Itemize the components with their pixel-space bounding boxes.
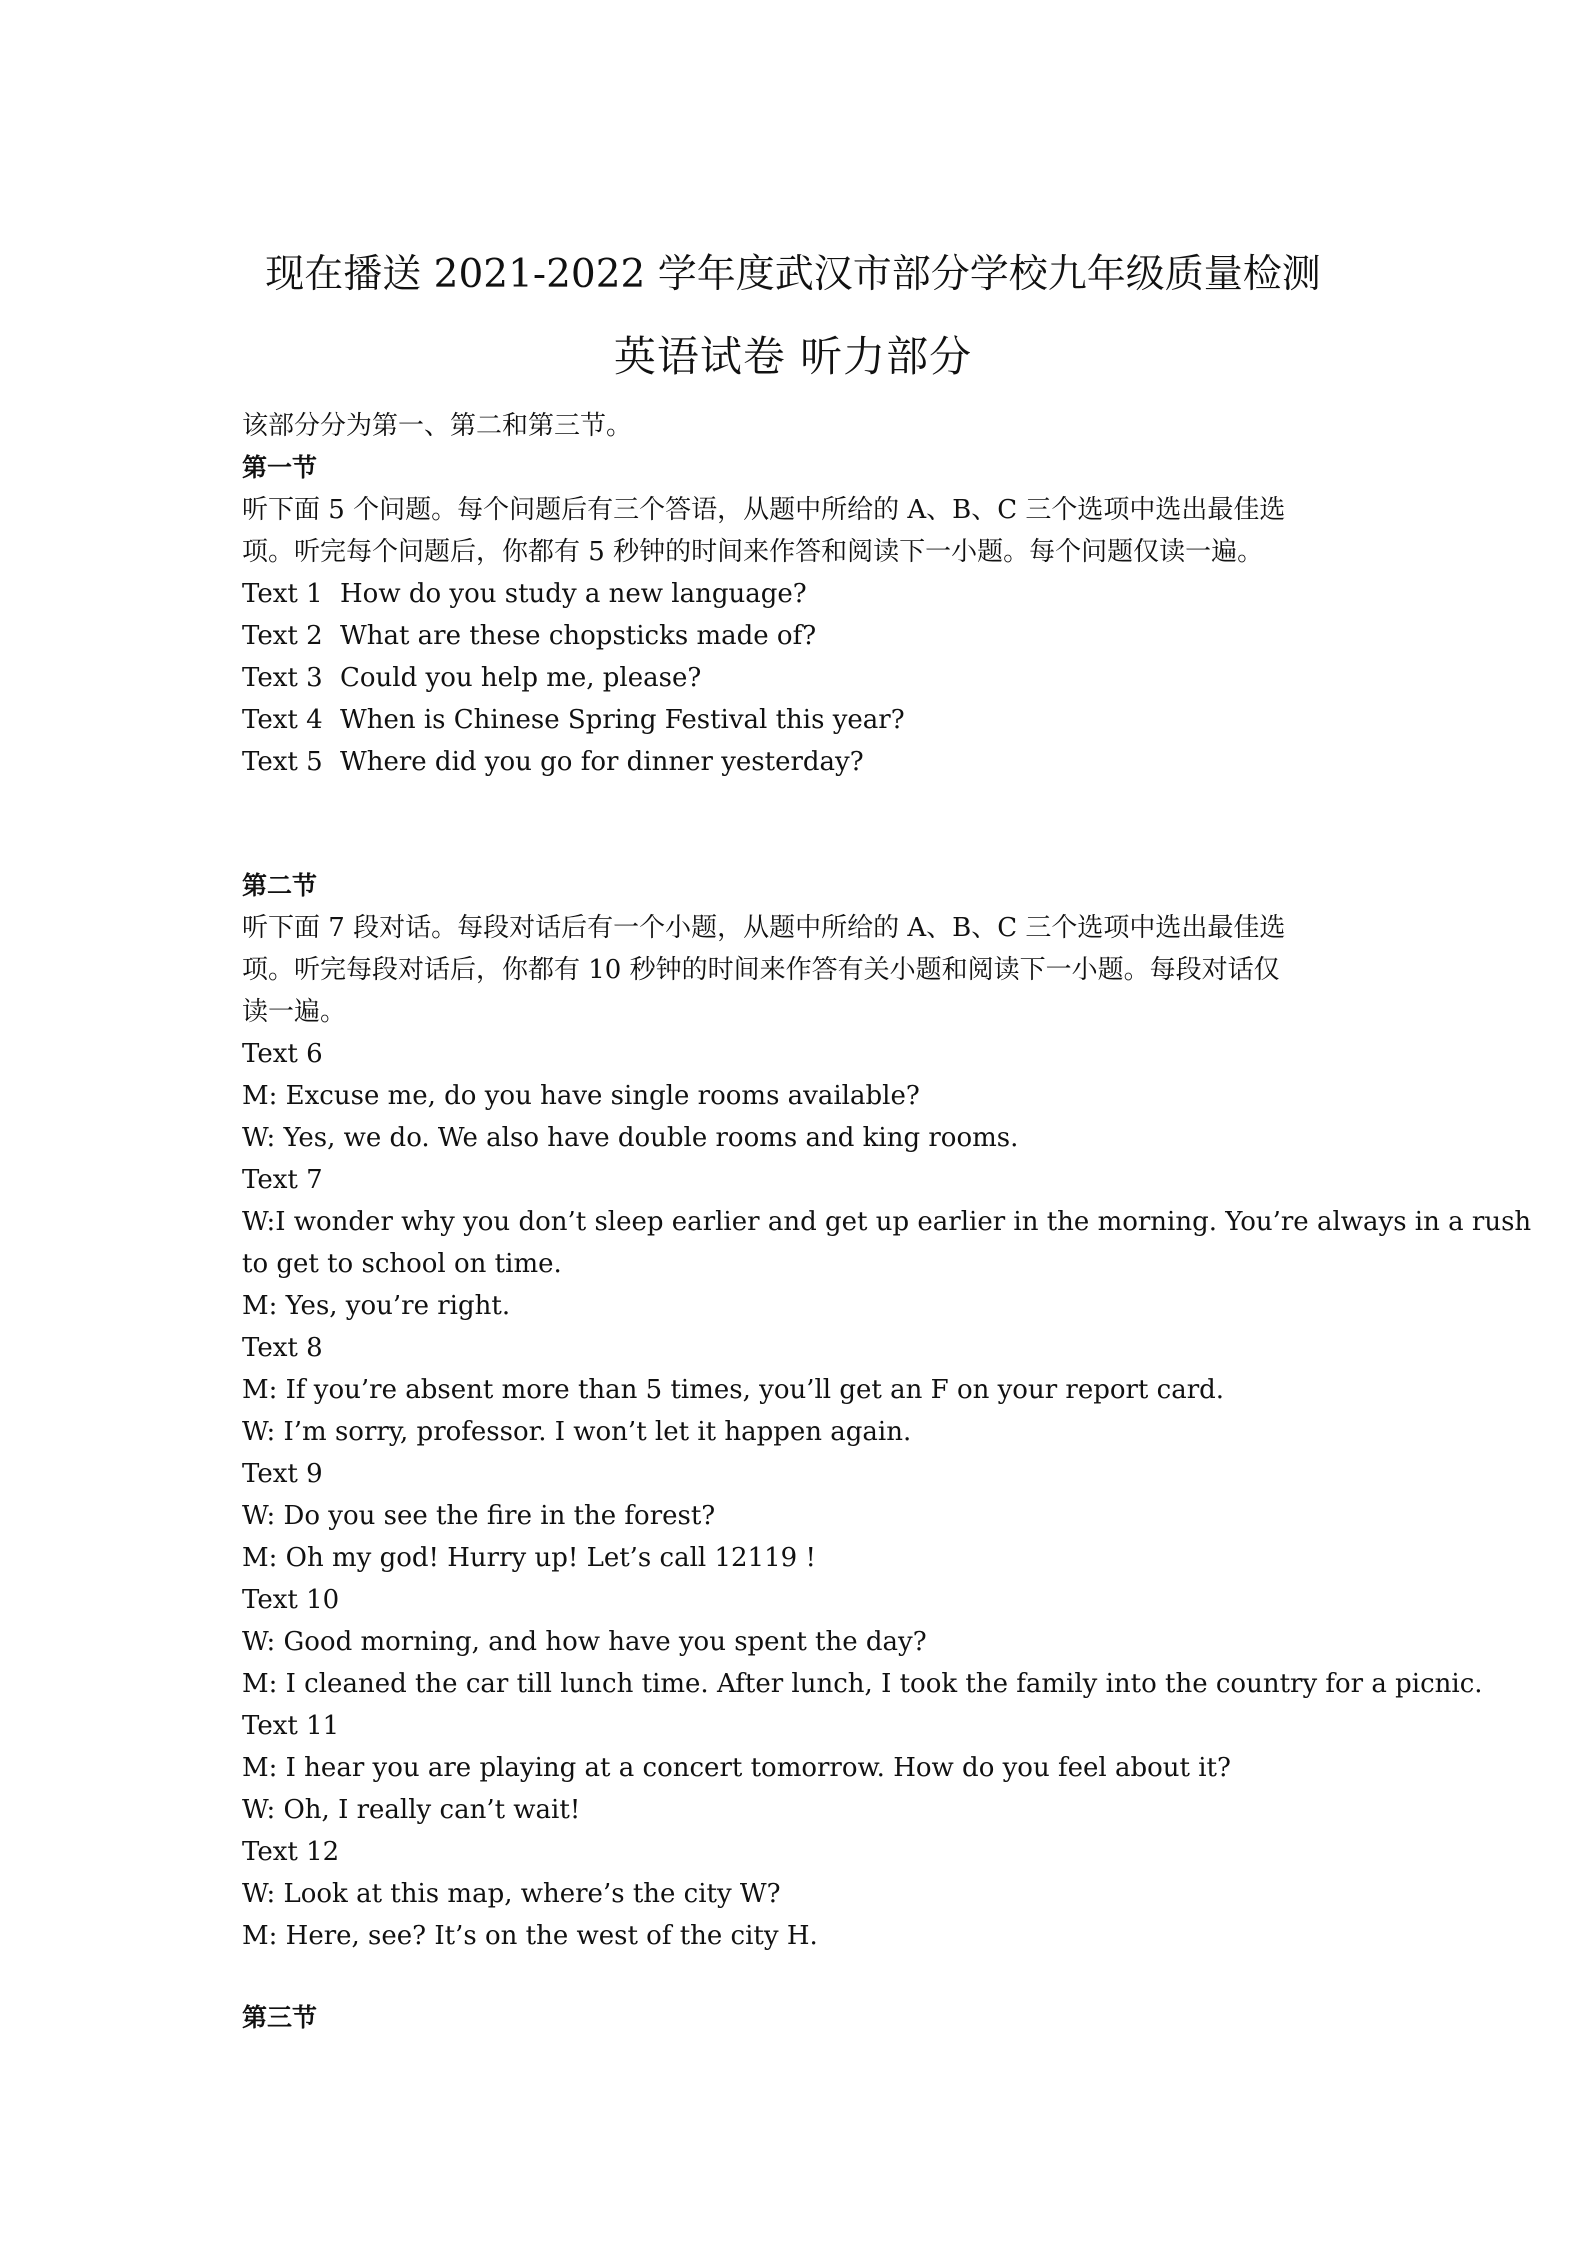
dialogue-line: W: Do you see the fire in the forest?: [242, 1501, 716, 1531]
dialogue-line: M: I cleaned the car till lunch time. After lunch, I took the family into the country for a picnic.: [242, 1669, 1483, 1699]
question-label: Text 3: [242, 663, 323, 693]
section-2-heading: 第二节: [242, 871, 318, 900]
question-label: Text 5: [242, 747, 323, 777]
dialogue-block: [242, 1033, 1362, 1159]
dialogue-line: W:I wonder why you don’t sleep earlier and get up earlier in the morning. You’re always in a rush: [242, 1207, 1532, 1237]
section-2: [242, 865, 1532, 1957]
dialogue-line: W: Yes, we do. We also have double rooms and king rooms.: [242, 1123, 1019, 1153]
question-item: [242, 699, 1362, 741]
question-text: When is Chinese Spring Festival this year?: [340, 705, 905, 735]
dialogue-line: M: Here, see? It’s on the west of the city H.: [242, 1921, 818, 1951]
question-text: Where did you go for dinner yesterday?: [340, 747, 864, 777]
question-text: Could you help me, please?: [340, 663, 702, 693]
question-item: [242, 573, 1362, 615]
section-2-instructions-line: 读一遍。: [242, 997, 347, 1027]
dialogue-block: [242, 1705, 1362, 1831]
dialogue-block: [242, 1159, 1532, 1327]
section-spacer: [242, 783, 1362, 865]
dialogue-line: W: Oh, I really can’t wait!: [242, 1795, 581, 1825]
dialogue-line: M: Yes, you’re right.: [242, 1291, 511, 1321]
question-text: What are these chopsticks made of?: [340, 621, 817, 651]
question-item: [242, 741, 1362, 783]
dialogue-block: [242, 1579, 1483, 1705]
question-text: How do you study a new language?: [340, 579, 807, 609]
question-item: [242, 657, 1362, 699]
dialogue-line: to get to school on time.: [242, 1249, 562, 1279]
dialogue-line: M: Oh my god! Hurry up! Let’s call 12119 !: [242, 1543, 816, 1573]
dialogue-line: W: I’m sorry, professor. I won’t let it happen again.: [242, 1417, 912, 1447]
question-label: Text 2: [242, 621, 323, 651]
section-1-instructions-line: 听下面 5 个问题。每个问题后有三个答语，从题中所给的 A、B、C 三个选项中选出最佳选: [242, 495, 1286, 525]
dialogue-line: M: I hear you are playing at a concert tomorrow. How do you feel about it?: [242, 1753, 1231, 1783]
dialogue-label: Text 11: [242, 1711, 340, 1741]
dialogue-line: M: Excuse me, do you have single rooms available?: [242, 1081, 920, 1111]
section-1-heading: 第一节: [242, 453, 318, 482]
dialogue-label: Text 8: [242, 1333, 323, 1363]
document-title: 现在播送 2021-2022 学年度武汉市部分学校九年级质量检测: [265, 252, 1321, 297]
question-item: [242, 615, 1362, 657]
question-label: Text 4: [242, 705, 323, 735]
dialogue-label: Text 10: [242, 1585, 340, 1615]
section-3: [242, 1997, 1362, 2039]
document-subtitle: 英语试卷 听力部分: [613, 332, 973, 381]
intro-text: 该部分分为第一、第二和第三节。: [242, 411, 633, 441]
dialogue-block: [242, 1453, 1362, 1579]
section-1-instructions-line: 项。听完每个问题后，你都有 5 秒钟的时间来作答和阅读下一小题。每个问题仅读一遍。: [242, 537, 1264, 567]
dialogue-block: [242, 1327, 1362, 1453]
dialogue-label: Text 9: [242, 1459, 323, 1489]
dialogue-label: Text 12: [242, 1837, 340, 1867]
section-3-heading: 第三节: [242, 2003, 318, 2032]
dialogue-line: W: Good morning, and how have you spent the day?: [242, 1627, 927, 1657]
section-1: [242, 447, 1362, 783]
document-body: [242, 405, 1532, 2039]
question-label: Text 1: [242, 579, 323, 609]
dialogue-line: W: Look at this map, where’s the city W?: [242, 1879, 781, 1909]
section-spacer: [242, 1957, 1362, 1997]
dialogue-label: Text 7: [242, 1165, 323, 1195]
section-2-instructions-line: 听下面 7 段对话。每段对话后有一个小题，从题中所给的 A、B、C 三个选项中选出最佳选: [242, 913, 1286, 943]
dialogue-line: M: If you’re absent more than 5 times, you’ll get an F on your report card.: [242, 1375, 1225, 1405]
section-2-instructions-line: 项。听完每段对话后，你都有 10 秒钟的时间来作答有关小题和阅读下一小题。每段对话仅: [242, 955, 1280, 985]
dialogue-label: Text 6: [242, 1039, 323, 1069]
dialogue-block: [242, 1831, 1362, 1957]
